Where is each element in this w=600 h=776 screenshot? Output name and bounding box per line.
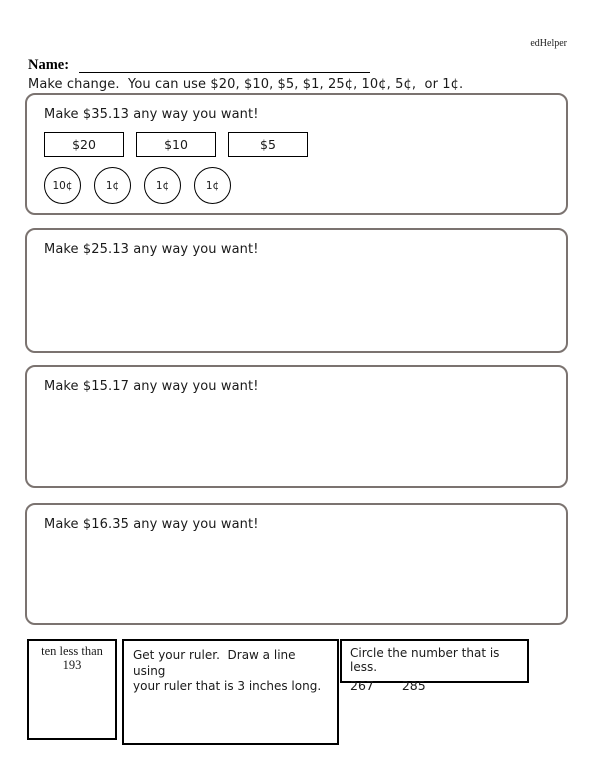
bill-10: $10 — [136, 132, 216, 157]
ruler-prompt-line1: Get your ruler. Draw a line using — [133, 648, 300, 678]
choice-number-267: 267 — [350, 677, 374, 693]
problem-prompt: Make $35.13 any way you want! — [44, 107, 259, 122]
problem-cell-ten-less-than — [27, 639, 117, 740]
problem-box-2 — [25, 228, 568, 353]
problem-box-1 — [25, 93, 568, 215]
bill-20: $20 — [44, 132, 124, 157]
problem-box-3 — [25, 365, 568, 488]
coin-1c: 1¢ — [144, 167, 181, 204]
problem-cell-ruler — [122, 639, 339, 745]
bill-5: $5 — [228, 132, 308, 157]
name-blank-line — [79, 55, 370, 73]
coin-1c: 1¢ — [94, 167, 131, 204]
ten-less-line1: ten less than — [41, 644, 103, 658]
problem-prompt: Make $16.35 any way you want! — [44, 517, 259, 532]
name-label: Name: — [28, 57, 70, 73]
coin-1c: 1¢ — [194, 167, 231, 204]
problem-box-4 — [25, 503, 568, 625]
brand-logo-text: edHelper — [530, 38, 567, 49]
worksheet-instructions: Make change. You can use $20, $10, $5, $1, 25¢, 10¢, 5¢, or 1¢. — [28, 77, 464, 92]
problem-prompt: Make $25.13 any way you want! — [44, 242, 259, 257]
bills-row — [44, 132, 308, 157]
circle-less-prompt: Circle the number that is less. — [350, 646, 500, 675]
coin-10c: 10¢ — [44, 167, 81, 204]
choice-number-285: 285 — [401, 677, 426, 693]
ruler-prompt-line2: your ruler that is 3 inches long. — [133, 679, 322, 694]
problem-prompt: Make $15.17 any way you want! — [44, 379, 259, 394]
ten-less-number: 193 — [62, 658, 82, 673]
coins-row — [44, 167, 231, 204]
circle-less-choices — [350, 678, 519, 693]
problem-cell-circle-less — [340, 639, 529, 693]
